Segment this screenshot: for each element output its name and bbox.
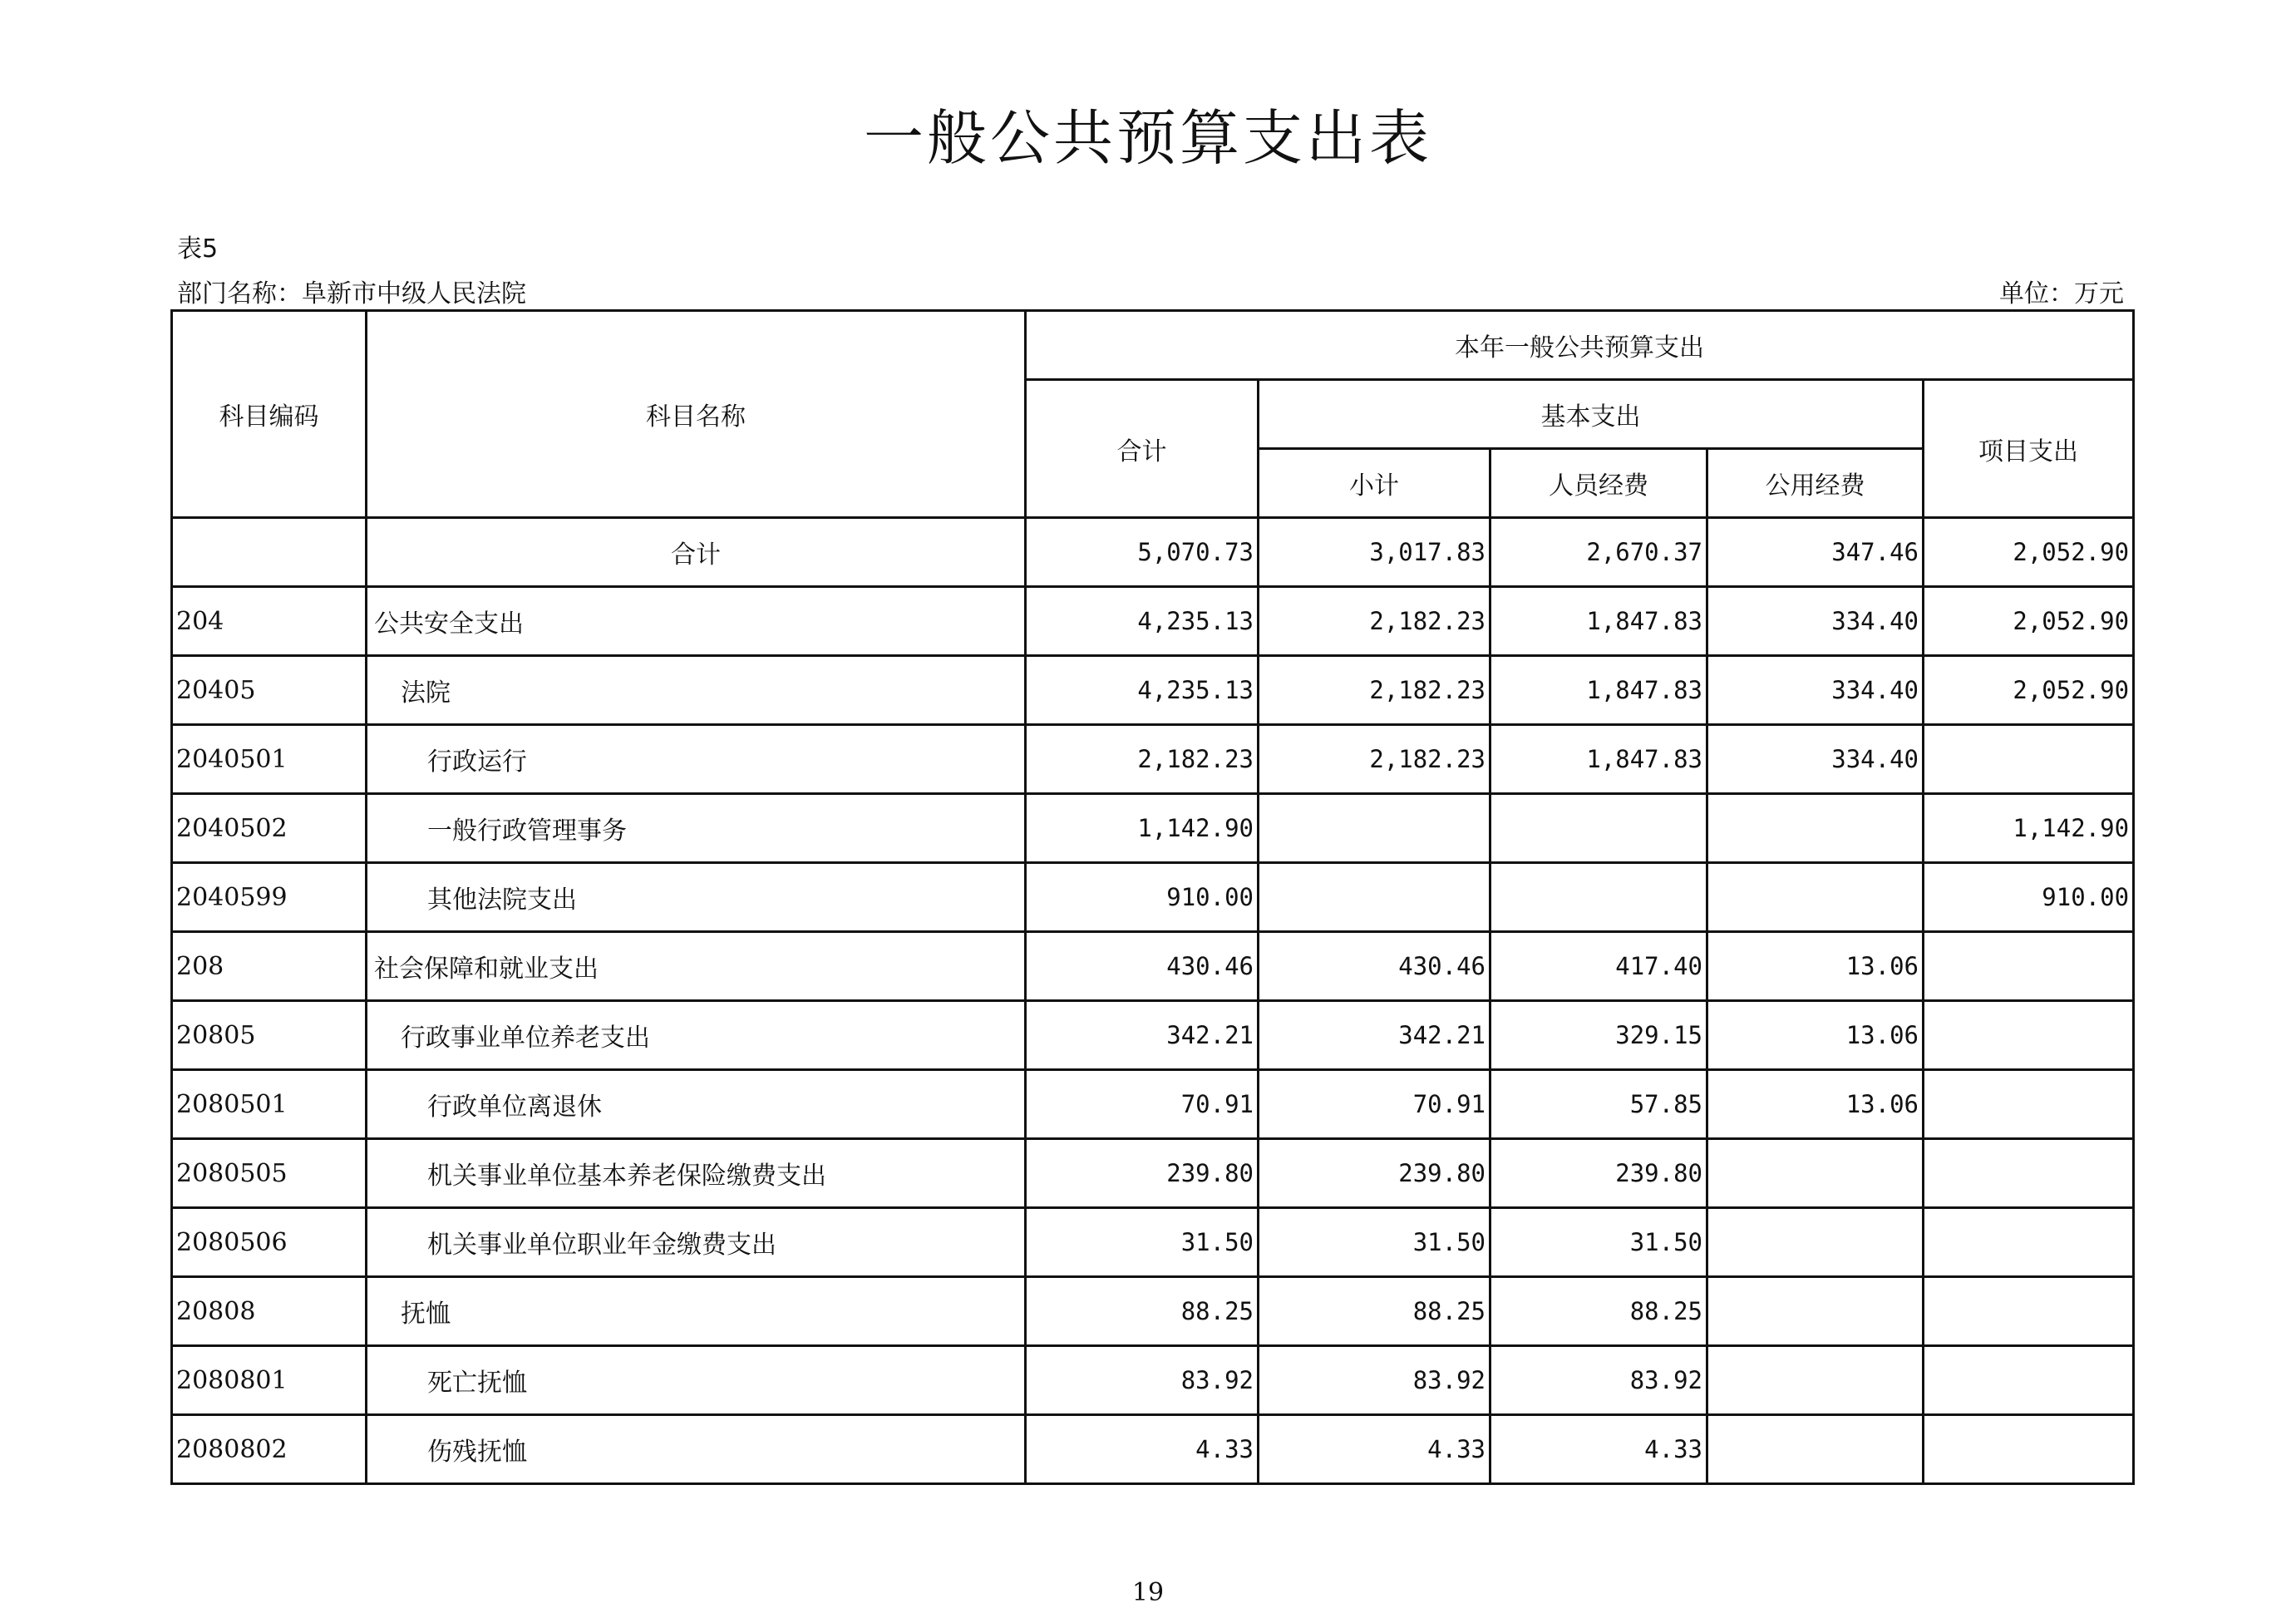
row-personnel: 57.85 [1490, 1070, 1707, 1139]
row-project: 2,052.90 [1924, 656, 2134, 725]
row-personnel: 83.92 [1490, 1346, 1707, 1415]
row-project: 1,142.90 [1924, 794, 2134, 863]
row-project [1924, 725, 2134, 794]
row-code: 2080506 [172, 1208, 367, 1277]
header-public: 公用经费 [1707, 449, 1924, 518]
row-public [1707, 1139, 1924, 1208]
row-total: 5,070.73 [1026, 518, 1259, 587]
row-project [1924, 1208, 2134, 1277]
row-subtotal [1259, 794, 1490, 863]
row-code: 2040501 [172, 725, 367, 794]
row-name: 其他法院支出 [367, 863, 1026, 932]
row-name: 公共安全支出 [367, 587, 1026, 656]
row-name: 合计 [367, 518, 1026, 587]
row-personnel: 88.25 [1490, 1277, 1707, 1346]
row-code: 2080505 [172, 1139, 367, 1208]
header-name: 科目名称 [367, 311, 1026, 518]
row-subtotal: 4.33 [1259, 1415, 1490, 1484]
row-subtotal: 430.46 [1259, 932, 1490, 1001]
row-code: 2080802 [172, 1415, 367, 1484]
row-total: 4,235.13 [1026, 656, 1259, 725]
table-row [172, 1346, 2134, 1415]
row-total: 4,235.13 [1026, 587, 1259, 656]
department-name: 部门名称：阜新市中级人民法院 [177, 279, 526, 308]
table-row [172, 794, 2134, 863]
row-name: 伤残抚恤 [367, 1415, 1026, 1484]
header-group: 本年一般公共预算支出 [1026, 311, 2134, 380]
row-name: 行政运行 [367, 725, 1026, 794]
row-public [1707, 863, 1924, 932]
page-number: 19 [1131, 1578, 1165, 1607]
table-row [172, 932, 2134, 1001]
row-project: 910.00 [1924, 863, 2134, 932]
row-total: 83.92 [1026, 1346, 1259, 1415]
row-code: 20805 [172, 1001, 367, 1070]
row-name: 一般行政管理事务 [367, 794, 1026, 863]
row-code: 20808 [172, 1277, 367, 1346]
row-name: 机关事业单位职业年金缴费支出 [367, 1208, 1026, 1277]
row-personnel: 31.50 [1490, 1208, 1707, 1277]
table-row [172, 1001, 2134, 1070]
row-project: 2,052.90 [1924, 518, 2134, 587]
row-public: 334.40 [1707, 656, 1924, 725]
row-public: 13.06 [1707, 932, 1924, 1001]
row-project [1924, 932, 2134, 1001]
row-personnel [1490, 794, 1707, 863]
row-personnel: 1,847.83 [1490, 587, 1707, 656]
row-total: 31.50 [1026, 1208, 1259, 1277]
row-total: 1,142.90 [1026, 794, 1259, 863]
row-subtotal: 3,017.83 [1259, 518, 1490, 587]
row-project: 2,052.90 [1924, 587, 2134, 656]
row-code: 2080501 [172, 1070, 367, 1139]
row-name: 社会保障和就业支出 [367, 932, 1026, 1001]
row-name: 法院 [367, 656, 1026, 725]
row-code: 204 [172, 587, 367, 656]
row-project [1924, 1070, 2134, 1139]
header-personnel: 人员经费 [1490, 449, 1707, 518]
row-name: 行政单位离退休 [367, 1070, 1026, 1139]
unit-label: 单位：万元 [1999, 279, 2124, 308]
row-public [1707, 1277, 1924, 1346]
row-public [1707, 1346, 1924, 1415]
row-project [1924, 1346, 2134, 1415]
row-subtotal: 342.21 [1259, 1001, 1490, 1070]
row-personnel: 4.33 [1490, 1415, 1707, 1484]
table-row [172, 1415, 2134, 1484]
row-subtotal: 70.91 [1259, 1070, 1490, 1139]
row-total: 342.21 [1026, 1001, 1259, 1070]
row-public: 13.06 [1707, 1001, 1924, 1070]
row-personnel: 417.40 [1490, 932, 1707, 1001]
row-total: 430.46 [1026, 932, 1259, 1001]
row-code: 2080801 [172, 1346, 367, 1415]
header-basic: 基本支出 [1259, 380, 1924, 449]
row-personnel [1490, 863, 1707, 932]
row-subtotal: 83.92 [1259, 1346, 1490, 1415]
row-public: 347.46 [1707, 518, 1924, 587]
page-title: 一般公共预算支出表 [863, 103, 1432, 173]
row-code: 2040599 [172, 863, 367, 932]
budget-table [170, 309, 2135, 1485]
row-subtotal: 2,182.23 [1259, 725, 1490, 794]
table-row [172, 518, 2134, 587]
header-subtotal: 小计 [1259, 449, 1490, 518]
row-public: 334.40 [1707, 725, 1924, 794]
table-row [172, 656, 2134, 725]
table-row [172, 1139, 2134, 1208]
row-subtotal: 88.25 [1259, 1277, 1490, 1346]
table-row [172, 725, 2134, 794]
row-personnel: 239.80 [1490, 1139, 1707, 1208]
table-row [172, 1070, 2134, 1139]
header-code: 科目编码 [172, 311, 367, 518]
row-name: 抚恤 [367, 1277, 1026, 1346]
row-name: 机关事业单位基本养老保险缴费支出 [367, 1139, 1026, 1208]
row-code [172, 518, 367, 587]
row-subtotal: 239.80 [1259, 1139, 1490, 1208]
row-total: 88.25 [1026, 1277, 1259, 1346]
row-name: 死亡抚恤 [367, 1346, 1026, 1415]
table-number: 表5 [177, 234, 219, 264]
header-total: 合计 [1026, 380, 1259, 518]
row-personnel: 329.15 [1490, 1001, 1707, 1070]
row-personnel: 1,847.83 [1490, 656, 1707, 725]
row-total: 910.00 [1026, 863, 1259, 932]
row-code: 20405 [172, 656, 367, 725]
table-row [172, 587, 2134, 656]
row-project [1924, 1001, 2134, 1070]
row-project [1924, 1415, 2134, 1484]
table-row [172, 1277, 2134, 1346]
row-project [1924, 1139, 2134, 1208]
row-total: 4.33 [1026, 1415, 1259, 1484]
row-personnel: 1,847.83 [1490, 725, 1707, 794]
row-personnel: 2,670.37 [1490, 518, 1707, 587]
table-row [172, 1208, 2134, 1277]
row-subtotal: 2,182.23 [1259, 587, 1490, 656]
row-code: 2040502 [172, 794, 367, 863]
row-subtotal: 2,182.23 [1259, 656, 1490, 725]
row-project [1924, 1277, 2134, 1346]
row-public: 13.06 [1707, 1070, 1924, 1139]
row-public [1707, 794, 1924, 863]
row-code: 208 [172, 932, 367, 1001]
row-public [1707, 1415, 1924, 1484]
row-subtotal: 31.50 [1259, 1208, 1490, 1277]
row-public [1707, 1208, 1924, 1277]
table-row [172, 863, 2134, 932]
row-name: 行政事业单位养老支出 [367, 1001, 1026, 1070]
row-total: 70.91 [1026, 1070, 1259, 1139]
row-public: 334.40 [1707, 587, 1924, 656]
header-project: 项目支出 [1924, 380, 2134, 518]
row-total: 2,182.23 [1026, 725, 1259, 794]
row-total: 239.80 [1026, 1139, 1259, 1208]
row-subtotal [1259, 863, 1490, 932]
